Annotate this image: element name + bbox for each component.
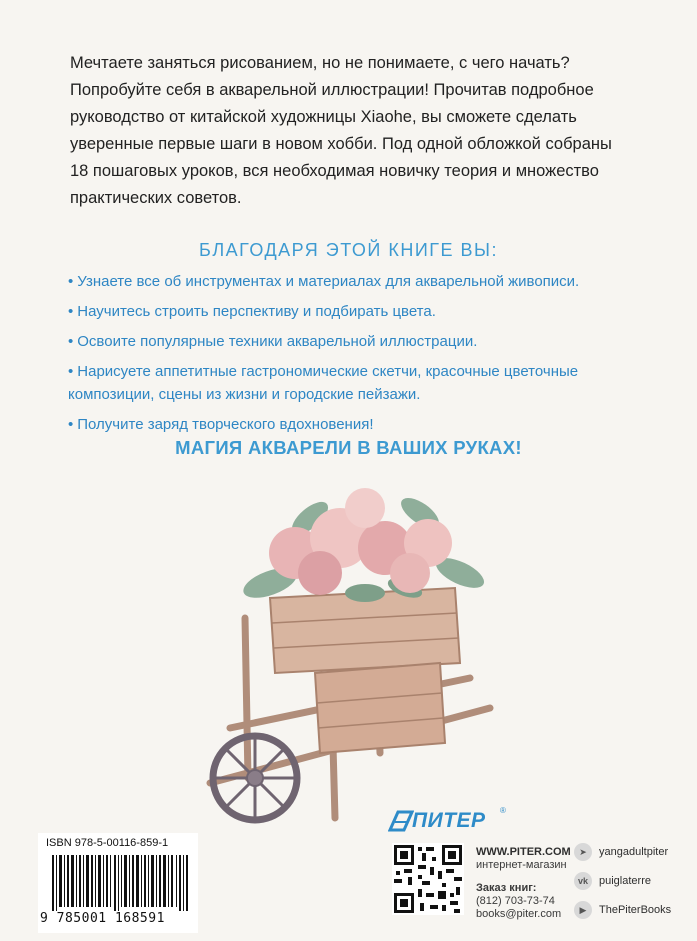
benefit-item: • Нарисуете аппетитные гастрономические скетчи, красочные цветочные композиции, сцены из жизни и городские пейзажи. [68, 363, 579, 403]
benefit-item: • Получите заряд творческого вдохновения! [68, 416, 374, 433]
order-label: Заказ книг: [476, 882, 537, 894]
social-handle: ThePiterBooks [599, 904, 672, 916]
benefit-item: • Научитесь строить перспективу и подбирать цвета. [68, 303, 436, 320]
social-youtube[interactable] [574, 901, 671, 919]
barcode [52, 855, 188, 911]
isbn-text: ISBN 978-5-00116-859-1 [46, 837, 169, 849]
order-info [476, 882, 561, 921]
registered-mark: ® [500, 806, 506, 815]
wheel [213, 736, 297, 820]
slogan: МАГИЯ АКВАРЕЛИ В ВАШИХ РУКАХ! [175, 437, 522, 458]
publisher-name: ПИТЕР [412, 809, 486, 832]
crates [270, 588, 460, 753]
qr-code[interactable] [392, 843, 464, 915]
social-vk[interactable] [574, 872, 651, 890]
benefits-list [68, 270, 648, 443]
telegram-icon: ➤ [574, 843, 592, 861]
benefit-item: • Узнаете все об инструментах и материалах для акварельной живописи. [68, 273, 580, 290]
benefits-title: БЛАГОДАРЯ ЭТОЙ КНИГЕ ВЫ: [199, 240, 498, 260]
order-phone[interactable]: (812) 703-73-74 [476, 895, 555, 907]
site-info [476, 846, 571, 872]
site-link[interactable]: WWW.PITER.COM [476, 846, 571, 858]
youtube-icon: ▶ [574, 901, 592, 919]
wheelbarrow-flowers-illustration [170, 478, 510, 828]
piter-logo-icon [388, 810, 414, 834]
benefit-item: • Освоите популярные техники акварельной иллюстрации. [68, 333, 478, 350]
intro-text: Мечтаете заняться рисованием, но не понимаете, с чего начать? Попробуйте себя в акварельной иллюстрации! Прочитав подробное руководство от китайской художницы Xiaohe, вы сможете сделать уверенные первые шаги в новом хобби. Под одной обложкой собраны 18 пошаговых уроков, вся необходимая новичку теория и множество практических советов. [70, 54, 612, 207]
social-telegram[interactable] [574, 843, 668, 861]
order-email[interactable]: books@piter.com [476, 908, 562, 920]
isbn-barcode-block [38, 833, 198, 933]
social-handle: puiglaterre [599, 875, 651, 887]
social-handle: yangadultpiter [599, 846, 669, 858]
publisher-logo [388, 806, 513, 838]
barcode-digits: 9 785001 168591 [40, 911, 165, 926]
site-caption: интернет-магазин [476, 859, 567, 871]
vk-icon: vk [574, 872, 592, 890]
